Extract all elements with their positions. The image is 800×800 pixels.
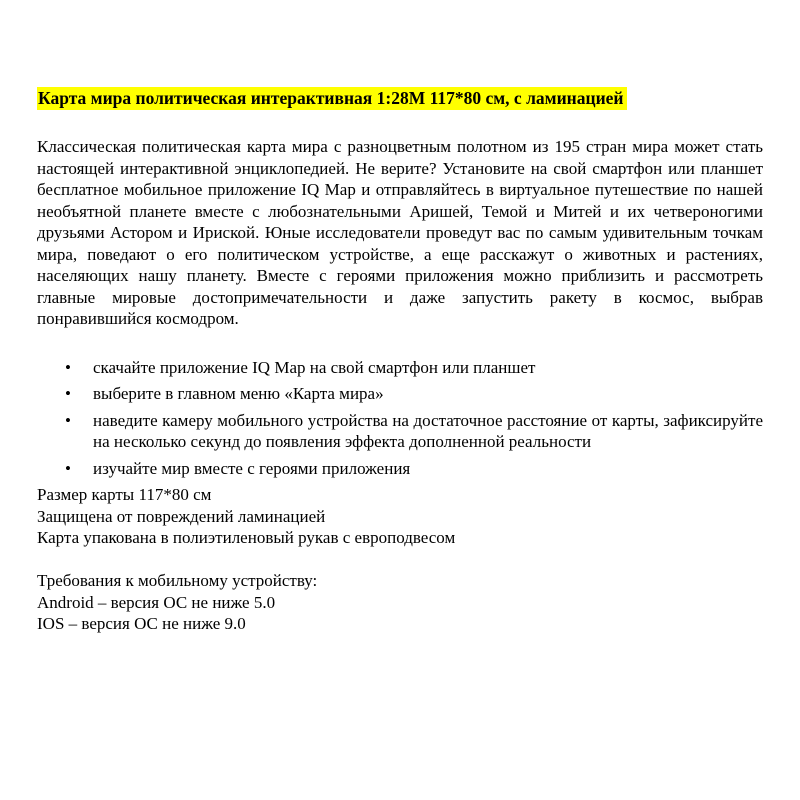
specs-block [37,484,763,549]
list-item: • скачайте приложение IQ Map на свой смартфон или планшет [93,357,763,379]
requirement-ios: IOS – версия ОС не ниже 9.0 [37,614,246,633]
product-title-line [37,86,763,110]
requirements-heading: Требования к мобильному устройству: [37,571,318,590]
requirement-android: Android – версия ОС не ниже 5.0 [37,592,276,612]
spec-lamination: Защищена от повреждений ламинацией [37,506,326,526]
requirements-block [37,570,763,635]
product-title: Карта мира политическая интерактивная 1:28М 117*80 см, с ламинацией [37,87,627,110]
spec-map-size: Размер карты 117*80 см [37,485,212,504]
product-description-paragraph: Классическая политическая карта мира с разноцветным полотном из 195 стран мира может стать настоящей интерактивной энциклопедией. Не верите? Установите на свой смартфон или планшет бесплатное мобильное приложение IQ Map и отправляйтесь в виртуальное путешествие по нашей необъятной планете вместе с любознательными Аришей, Темой и Митей и их четвероногими друзьями Астором и Ириской. Юные исследователи проведут вас по самым удивительным точкам мира, поведают о его политическом устройстве, а еще расскажут о животных и растениях, населяющих нашу планету. Вместе с героями приложения можно приблизить и рассмотреть главные мировые достопримечательности и даже запустить ракету в космос, выбрав понравившийся космодром. [37,137,763,328]
list-item: • выберите в главном меню «Карта мира» [93,383,763,405]
instructions-bullet-list [37,357,763,480]
list-item: • изучайте мир вместе с героями приложения [93,458,763,480]
spec-packaging: Карта упакована в полиэтиленовый рукав с европодвесом [37,528,456,547]
list-item: • наведите камеру мобильного устройства на достаточное расстояние от карты, зафиксируйте на несколько секунд до появления эффекта дополненной реальности [93,410,763,453]
